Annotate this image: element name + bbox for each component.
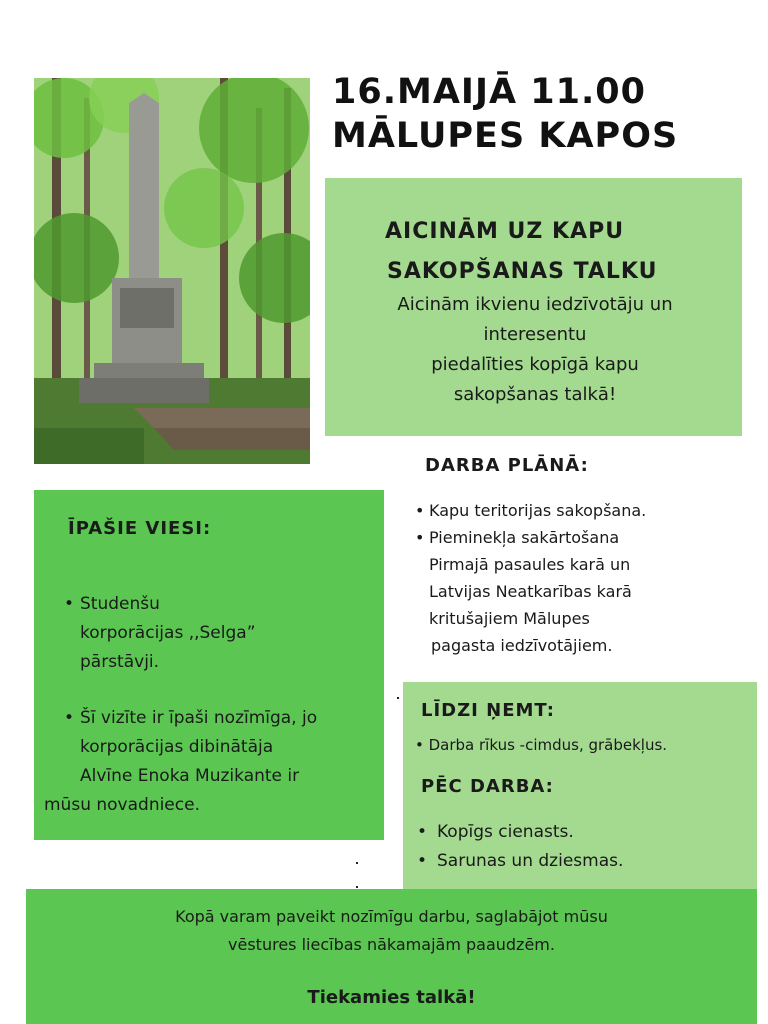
list-item (415, 847, 623, 876)
after-work-title: PĒC DARBA: (421, 776, 554, 797)
list-item (44, 590, 374, 677)
work-plan-item2-line3: Latvijas Neatkarības karā (429, 582, 632, 601)
headline-date: 16.MAIJĀ 11.00 (332, 72, 646, 112)
memorial-photo (34, 78, 310, 464)
work-plan-item2-line4: kritušajiem Mālupes (429, 609, 590, 628)
guests-item2-line1: • Šī vizīte ir īpaši nozīmīga, jo (80, 708, 318, 728)
bring-title: LĪDZI ŅEMT: (421, 700, 555, 721)
work-plan-title: DARBA PLĀNĀ: (425, 455, 589, 476)
invitation-text-line1: Aicinām ikvienu iedzīvotāju un (397, 294, 673, 315)
list-item (413, 524, 743, 659)
footer-text-line1: Kopā varam paveikt nozīmīgu darbu, saglabājot mūsu (175, 907, 608, 926)
guests-item2-line2: korporācijas dibinātāja (80, 737, 274, 757)
invitation-title (385, 212, 725, 292)
guests-item1-line1: • Studenšu (80, 594, 160, 614)
memorial-illustration (34, 78, 310, 464)
after-work-list (415, 818, 623, 876)
invitation-title-line1: AICINĀM UZ KAPU (385, 219, 625, 244)
footer-text (26, 903, 757, 959)
invitation-box (325, 178, 742, 436)
work-plan-item2-line1: • Pieminekļa sakārtošana (429, 528, 620, 547)
event-headline (332, 70, 752, 158)
after-item2: Sarunas un dziesmas. (437, 851, 624, 871)
after-item1: Kopīgs cienasts. (437, 822, 574, 842)
footer-text-line2: vēstures liecības nākamajām paaudzēm. (228, 935, 555, 954)
work-plan-item1: Kapu teritorijas sakopšana. (429, 501, 647, 520)
work-plan-item2-line2: Pirmajā pasaules karā un (429, 555, 631, 574)
invitation-title-line2: SAKOPŠANAS TALKU (387, 259, 658, 284)
special-guests-title: ĪPAŠIE VIESI: (68, 518, 212, 539)
invitation-text (345, 290, 725, 410)
speck-dot (356, 862, 358, 864)
footer-banner (26, 889, 757, 1024)
special-guests-box (34, 490, 384, 840)
headline-place: MĀLUPES KAPOS (332, 116, 679, 156)
bring-and-after-box (403, 682, 757, 897)
invitation-text-line3: piedalīties kopīgā kapu (431, 354, 639, 375)
speck-dot (397, 697, 399, 699)
list-item (413, 497, 743, 524)
invitation-text-line2: interesentu (483, 324, 587, 345)
guests-item1-line3: pārstāvji. (80, 652, 160, 672)
work-plan-list (413, 497, 743, 659)
guests-item1-line2: korporācijas ,,Selga” (80, 623, 256, 643)
invitation-text-line4: sakopšanas talkā! (453, 384, 617, 405)
footer-call-to-action: Tiekamies talkā! (307, 987, 476, 1008)
list-item (415, 818, 623, 847)
work-plan-item2-line5: pagasta iedzīvotājiem. (431, 636, 613, 655)
special-guests-list (44, 590, 374, 820)
guests-item2-line3: Alvīne Enoka Muzikante ir (80, 766, 300, 786)
list-item (44, 704, 374, 820)
speck-dot (356, 886, 358, 888)
guests-item2-line4: mūsu novadniece. (44, 795, 200, 815)
bring-item: • Darba rīkus -cimdus, grābekļus. (415, 736, 668, 754)
